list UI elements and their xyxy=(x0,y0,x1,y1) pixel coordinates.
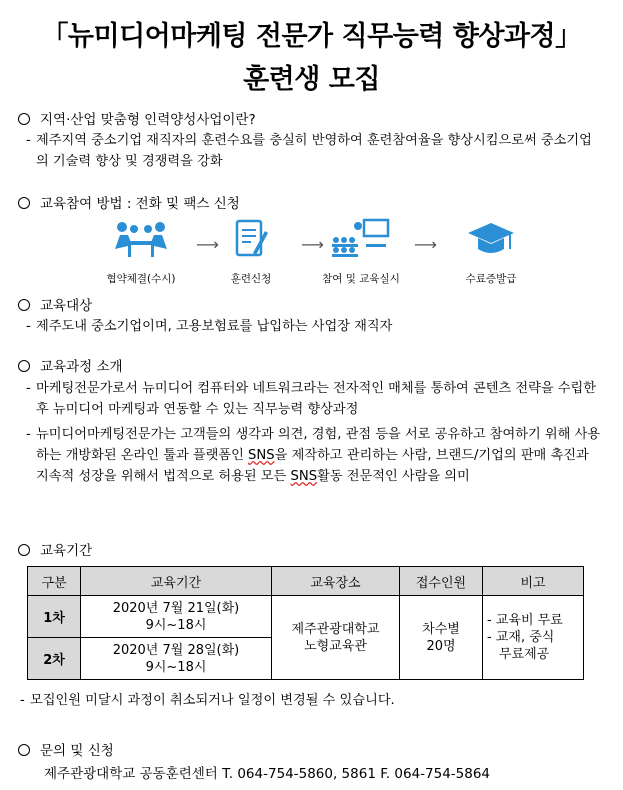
circle-bullet-icon xyxy=(18,113,30,125)
schedule-footnote: - 모집인원 미달시 과정이 취소되거나 일정이 변경될 수 있습니다. xyxy=(20,693,395,708)
step-training: 참여 및 교육실시 xyxy=(311,215,411,286)
table-row: 2차 2020년 7월 28일(화) 9시~18시 xyxy=(28,638,584,680)
document-pen-icon xyxy=(201,215,301,263)
circle-bullet-icon xyxy=(18,744,30,756)
section-heading-contact: 문의 및 신청 xyxy=(18,739,114,759)
target-description: - 제주도내 중소기업이며, 고용보험료를 납입하는 사업장 재직자 xyxy=(26,319,393,334)
section-heading-target: 교육대상 xyxy=(18,294,92,314)
process-steps xyxy=(96,215,536,290)
step-agreement: 협약체결(수시) xyxy=(91,215,191,286)
section-heading-program: 지역·산업 맞춤형 인력양성사업이란? xyxy=(18,108,256,128)
step-apply: 훈련신청 xyxy=(201,215,301,286)
section-heading-course: 교육과정 소개 xyxy=(18,355,123,375)
schedule-table xyxy=(27,566,584,680)
contact-info: 제주관광대학교 공동훈련센터 T. 064-754-5860, 5861 F. 064-754-5864 xyxy=(44,766,491,782)
section-heading-period: 교육기간 xyxy=(18,539,92,559)
step-certificate: 수료증발급 xyxy=(441,215,541,286)
note-cell: - 교육비 무료 - 교재, 중식 무료제공 xyxy=(483,596,584,680)
arrow-right-icon: ⟶ xyxy=(301,235,324,254)
course-item-2: - 뉴미디어마케팅전문가는 고객들의 생각과 의견, 경험, 관점 등을 서로 공유하고 참여하기 위해 사용하는 개방화된 온라인 툴과 플랫폼인 SNS을 제작하고 관리하는 사람, 브랜드/기업의 판매 촉진과 지속적 성장을 위해서 법적으로 허용된 모든 SNS활동 전문적인 사람을 의미 xyxy=(26,427,601,484)
course-item-1: - 마케팅전문가로서 뉴미디어 컴퓨터와 네트워크라는 전자적인 매체를 통하여 콘텐츠 전략을 수립한 후 뉴미디어 마케팅과 연동할 수 있는 직무능력 향상과정 xyxy=(26,381,597,417)
graduation-cap-icon xyxy=(441,215,541,263)
table-header-row: 구분 교육기간 교육장소 접수인원 비고 xyxy=(28,567,584,596)
arrow-right-icon: ⟶ xyxy=(196,235,219,254)
title-line-2: 훈련생 모집 xyxy=(243,64,380,95)
section-heading-method: 교육참여 방법 : 전화 및 팩스 신청 xyxy=(18,192,240,212)
classroom-icon xyxy=(311,215,411,263)
program-description: - 제주지역 중소기업 재직자의 훈련수요를 충실히 반영하여 훈련참여율을 향상시킴으로써 중소기업의 기술력 향상 및 경쟁력을 강화 xyxy=(26,133,592,169)
table-row: 1차 2020년 7월 21일(화) 9시~18시 제주관광대학교 노형교육관 차수별 20명 - 교육비 무료 - 교재, 중식 무료제공 xyxy=(28,596,584,638)
place-cell: 제주관광대학교 노형교육관 xyxy=(272,596,400,680)
circle-bullet-icon xyxy=(18,197,30,209)
arrow-right-icon: ⟶ xyxy=(414,235,437,254)
title-line-1: 「뉴미디어마케팅 전문가 직무능력 향상과정」 xyxy=(41,21,582,52)
circle-bullet-icon xyxy=(18,360,30,372)
circle-bullet-icon xyxy=(18,544,30,556)
circle-bullet-icon xyxy=(18,299,30,311)
handshake-meeting-icon xyxy=(91,215,191,263)
capacity-cell: 차수별 20명 xyxy=(400,596,483,680)
